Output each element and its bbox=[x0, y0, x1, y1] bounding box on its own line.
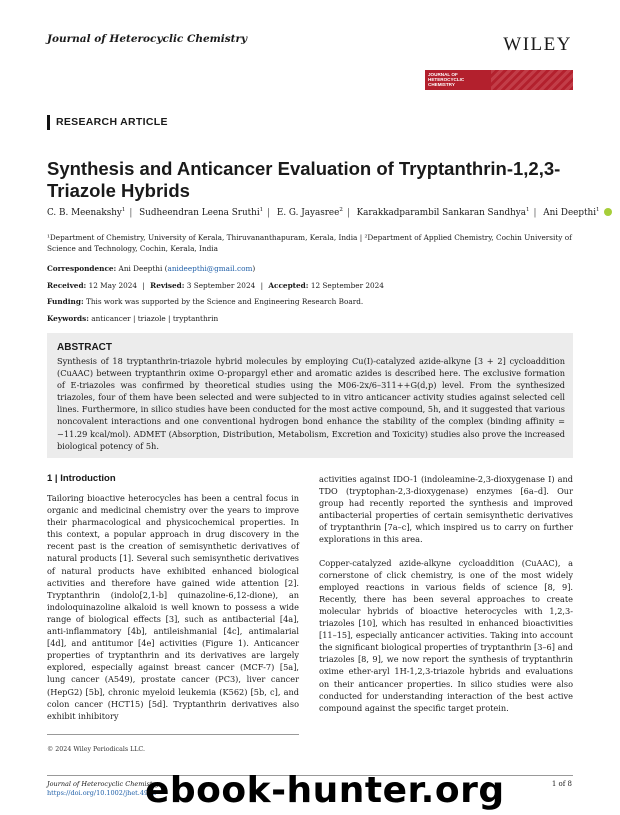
abstract-text: Synthesis of 18 tryptanthrin-triazole hybrid molecules by employing Cu(I)-catalyzed azide-alkyne [3 + 2] cycloaddition (CuAAC) between tryptanthrin oxime O-propargyl ether and aromatic azides is described here. The exclusive formation of E-triazoles was confirmed by theoretical studies using the M06-2x/6–311++G(d,p) level. From the synthesized triazoles, four of them have been selected and were subjected to in vitro anticancer activity studies against selected cell lines. Furthermore, in silico studies have been conducted for the most active compound, 5h, and it suggested that various noncovalent interactions and one conventional hydrogen bond enhance the stability of the complex (binding affinity = −11.29 kcal/mol). ADMET (Absorption, Distribution, Metabolism, Excretion and Toxicity) studies also prove the increased biological potency of 5h. bbox=[57, 356, 565, 451]
intro-column-2 bbox=[319, 473, 573, 714]
correspondence-name: Ani Deepthi ( bbox=[118, 264, 168, 273]
received-label: Received: bbox=[47, 281, 87, 290]
journal-name-header: Journal of Heterocyclic Chemistry bbox=[47, 33, 248, 45]
intro-paragraph: activities against IDO-1 (indoleamine-2,3-dioxygenase I) and TDO (tryptophan-2,3-dioxygenase) enzymes [6a–d]. Our group had recently reported the synthesis and improved antibacterial properties of certain semisynthetic derivatives of tryptanthrin [7a–c], which inspired us to carry on further explorations in this area. bbox=[319, 474, 573, 545]
journal-badge bbox=[425, 70, 573, 90]
author-sup: 2 bbox=[339, 207, 343, 213]
author[interactable]: Sudheendran Leena Sruthi bbox=[139, 207, 260, 218]
introduction-heading: 1 | Introduction bbox=[47, 473, 116, 484]
keywords-text: anticancer | triazole | tryptanthrin bbox=[91, 314, 219, 323]
received-date: 12 May 2024 bbox=[88, 281, 138, 290]
revised-date: 3 September 2024 bbox=[186, 281, 256, 290]
author[interactable]: E. G. Jayasree bbox=[276, 207, 340, 218]
author[interactable]: Ani Deepthi bbox=[543, 207, 597, 218]
abstract-heading: ABSTRACT bbox=[57, 342, 112, 353]
copyright: © 2024 Wiley Periodicals LLC. bbox=[47, 746, 146, 753]
revised-label: Revised: bbox=[150, 281, 185, 290]
author[interactable]: C. B. Meenakshy bbox=[47, 207, 122, 218]
funding-label: Funding: bbox=[47, 297, 84, 306]
author-list: C. B. Meenakshy$^1$ | Sudheendran Leena Sruthi$^1$ | E. G. Jayasree$^2$ | Karakkadparambil Sankaran Sandhya$^1$ | Ani Deepthi$^1$ bbox=[47, 207, 612, 218]
intro-paragraph: Copper-catalyzed azide-alkyne cycloaddition (CuAAC), a cornerstone of click chemistry, is one of the most widely employed reactions in various fields of science [8, 9]. Recently, there has been several approaches to create molecular hybrids of bioactive heterocycles with 1,2,3-triazoles [10], which has resulted in enhanced bioactivities [11–15], especially anticancer activities. Taking into account the significant biological properties of tryptanthrin [3–6] and triazoles [8, 9], we now report the synthesis of tryptanthrin oxime ether-aryl 1H-1,2,3-triazole hybrids and evaluations on their anticancer properties. In silico studies were also conducted for understanding interaction of the best active compound against the specific target protein. bbox=[319, 557, 573, 713]
publisher-logo[interactable]: WILEY bbox=[503, 34, 572, 55]
correspondence bbox=[47, 264, 255, 273]
page-number: 1 of 8 bbox=[551, 780, 572, 788]
author-sup: 1 bbox=[526, 207, 530, 213]
affiliations: ¹Department of Chemistry, University of Kerala, Thiruvananthapuram, Kerala, India | ²Department of Applied Chemistry, Cochin University of Science and Technology, Cochin, Kerala, India bbox=[47, 233, 572, 253]
funding bbox=[47, 297, 363, 306]
correspondence-close: ) bbox=[252, 264, 256, 273]
accepted-date: 12 September 2024 bbox=[310, 281, 384, 290]
keywords bbox=[47, 314, 218, 323]
author-sup: 1 bbox=[259, 207, 264, 213]
watermark: ebook-hunter.org bbox=[145, 770, 505, 811]
journal-badge-text: JOURNAL OF HETEROCYCLIC CHEMISTRY bbox=[428, 72, 465, 88]
footer-journal: Journal of Heterocyclic Chemistry bbox=[47, 780, 160, 788]
correspondence-label: Correspondence: bbox=[47, 264, 117, 273]
keywords-label: Keywords: bbox=[47, 314, 89, 323]
dates: Received: 12 May 2024 | Revised: 3 September 2024 | Accepted: 12 September 2024 bbox=[47, 281, 384, 290]
orcid-icon[interactable] bbox=[604, 208, 612, 216]
funding-text: This work was supported by the Science and Engineering Research Board. bbox=[85, 297, 364, 306]
author-sup: 1 bbox=[121, 207, 126, 213]
doi-link[interactable]: https://doi.org/10.1002/jhet.4916 bbox=[47, 789, 157, 797]
abstract-box bbox=[47, 333, 573, 458]
footnote-rule bbox=[47, 734, 299, 735]
author[interactable]: Karakkadparambil Sankaran Sandhya bbox=[356, 207, 527, 218]
article-type: RESEARCH ARTICLE bbox=[56, 116, 168, 128]
author-sup: 1 bbox=[596, 207, 600, 213]
section-marker bbox=[47, 115, 50, 130]
journal-badge-pattern bbox=[491, 70, 573, 90]
accepted-label: Accepted: bbox=[268, 281, 309, 290]
correspondence-email-link[interactable]: anideepthi@gmail.com bbox=[167, 264, 253, 273]
intro-column-1: Tailoring bioactive heterocycles has been a central focus in organic and medicinal chemistry over the years to improve their pharmacological and physicochemical properties. In this context, a popular approach in drug discovery in the recent past is the creation of semisynthetic derivatives of natural products [1]. Several such semisynthetic derivatives of natural products have exhibited enhanced biological activities and therefore have gained wide attention [2]. Tryptanthrin (indolo[2,1-b] quinazoline-6,12-dione), an indoloquinazoline alkaloid is well known to possess a wide range of biological effects [3], such as antibacterial [4a], anti-inflammatory [4b], antileishmanial [4c], antimalarial [4d], and antitumor [4e] activities (Figure 1). Anticancer properties of tryptanthrin and its derivatives are largely explored, especially against breast cancer (MCF-7) [5a], lung cancer (A549), prostate cancer (PC3), liver cancer (HepG2) [5b], chronic myeloid leukemia (K562) [5b, c], and colon cancer (HCT15) [5d]. Tryptanthrin derivatives also exhibit inhibitory bbox=[47, 493, 299, 721]
article-title: Synthesis and Anticancer Evaluation of Tryptanthrin-1,2,3-Triazole Hybrids bbox=[47, 158, 561, 201]
